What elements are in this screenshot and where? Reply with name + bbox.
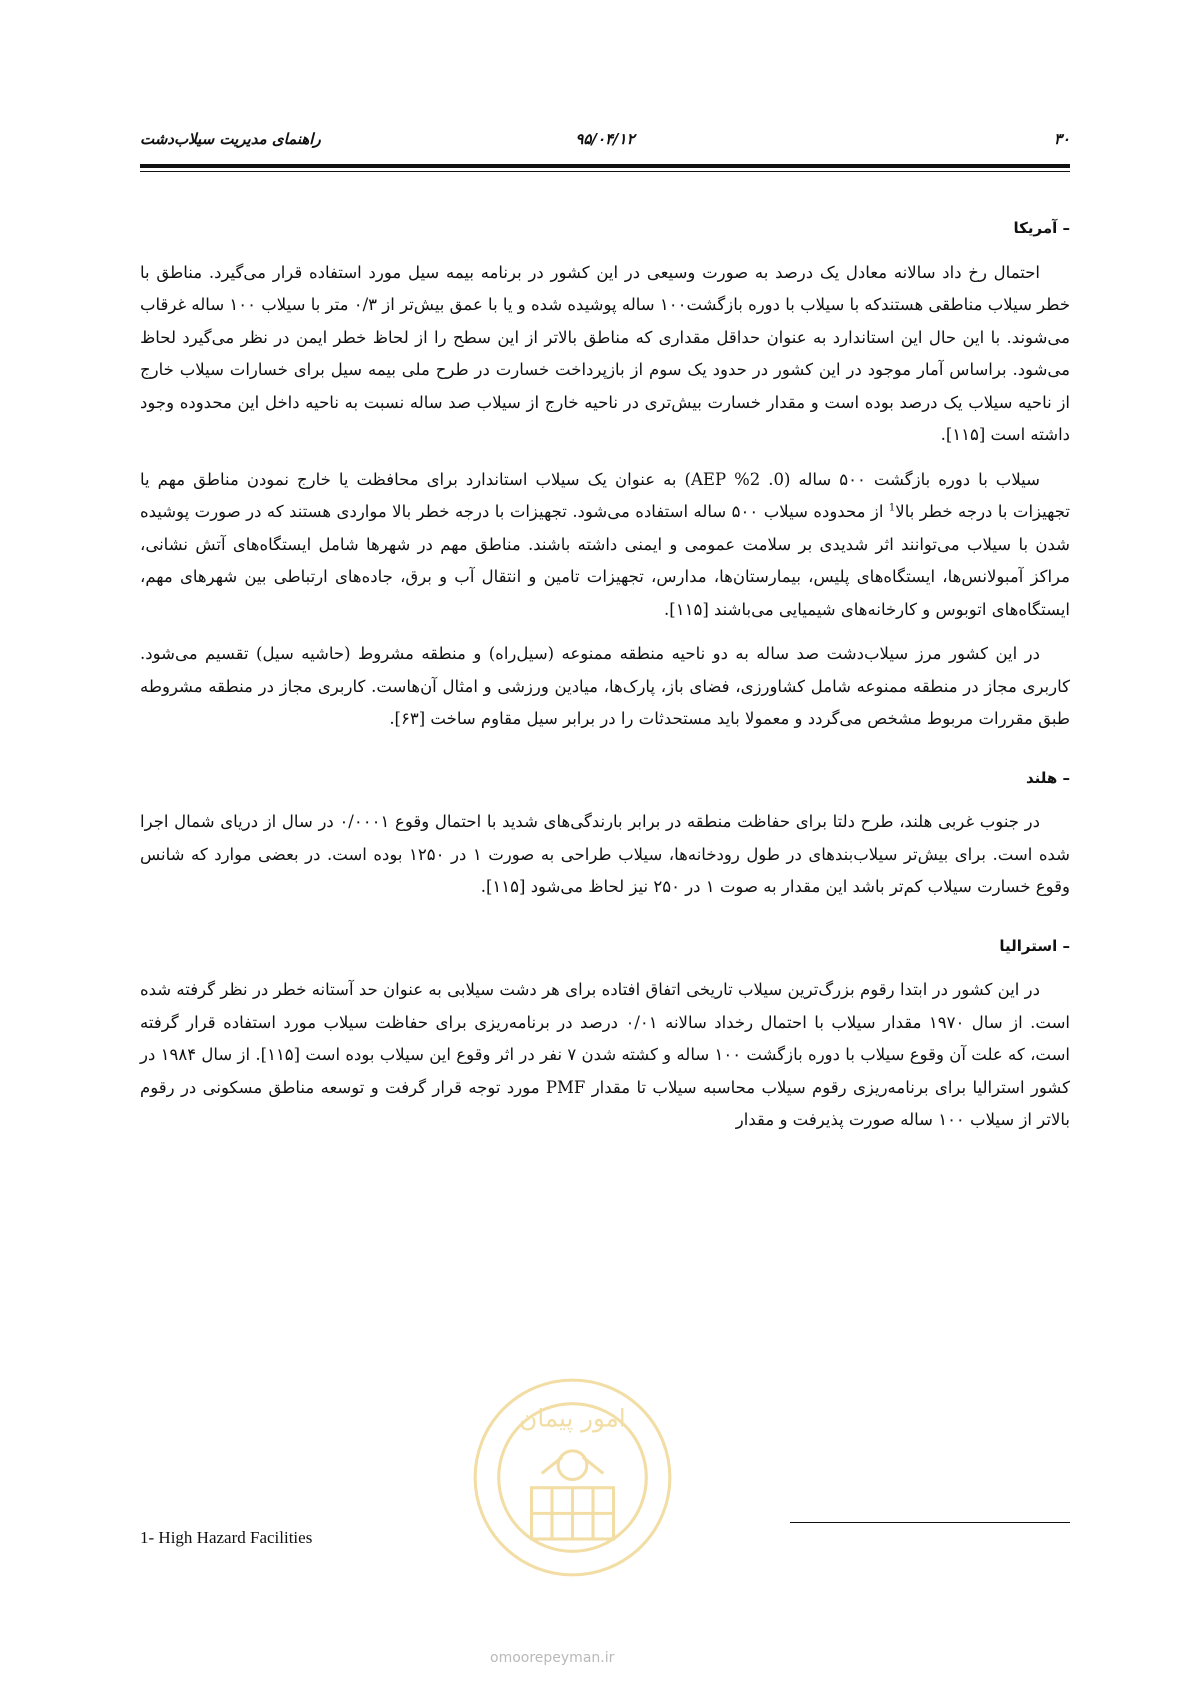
section-heading: – هلند xyxy=(1025,768,1070,787)
book-title: راهنمای مدیریت سیلاب‌دشت xyxy=(140,130,321,148)
footnote-marker: 1 xyxy=(888,502,896,514)
paragraph xyxy=(140,464,1070,627)
header-rule-thick xyxy=(140,164,1070,168)
watermark-site: omoorepeyman.ir xyxy=(490,1650,615,1666)
paragraph: در این کشور در ابتدا رقوم بزرگ‌ترین سیلاب تاریخی اتفاق افتاده برای هر دشت سیلابی به عنوان حد آستانه خطر در نظر گرفته شده است. از سال ۱۹۷۰ مقدار سیلاب با احتمال رخداد سالانه ۰/۰۱ درصد در برنامه‌ریزی برای حفاظت سیلاب مورد استفاده قرار گرفته است، که علت آن وقوع سیلاب با دوره بازگشت ۱۰۰ ساله و کشته شدن ۷ نفر در اثر وقوع این سیلاب بوده است [۱۱۵]. از سال ۱۹۸۴ در کشور استرالیا برای برنامه‌ریزی رقوم سیلاب محاسبه سیلاب تا مقدار PMF مورد توجه قرار گرفت و توسعه مناطق مسکونی در رقوم بالاتر از سیلاب ۱۰۰ ساله صورت پذیرفت و مقدار xyxy=(140,980,1071,1129)
paragraph-part: سیلاب با دوره بازگشت ۵۰۰ ساله (AEP %2 .0) به عنوان یک سیلاب استاندارد برای محافظت یا خارج نمودن مناطق مهم یا تجهیزات با درجه خطر بالا xyxy=(140,469,1070,521)
paragraph-part: از محدوده سیلاب ۵۰۰ ساله استفاده می‌شود. تجهیزات با درجه خطر بالا مواردی هستند که در صورت پوشیده شدن با سیلاب می‌توانند اثر شدیدی بر سلامت عمومی و ایمنی داشته باشند. مناطق مهم در شهرها شامل ایستگاه‌های آتش نشانی، مراکز آمبولانس‌ها، ایستگاه‌های پلیس، بیمارستان‌ها، مدارس، تجهیزات تامین و انتقال آب و برق، جاده‌های ارتباطی بین شهرهای مهم، ایستگاه‌های اتوبوس و کارخانه‌های شیمیایی می‌باشند [۱۱۵]. xyxy=(140,502,1070,619)
section-usa xyxy=(140,212,1070,736)
watermark-logo xyxy=(470,1375,675,1580)
paragraph: در جنوب غربی هلند، طرح دلتا برای حفاظت منطقه در برابر بارندگی‌های شدید با احتمال وقوع ۰/۰۰۰۱ در سال از دریای شمال اجرا شده است. برای بیش‌تر سیلاب‌بندهای در طول رودخانه‌ها، سیلاب طراحی به صورت ۱ در ۱۲۵۰ بوده است. در بعضی موارد که شانس وقوع خسارت سیلاب کم‌تر باشد این مقدار به صوت ۱ در ۲۵۰ نیز لحاظ می‌شود [۱۱۵]. xyxy=(140,812,1070,896)
body-text xyxy=(140,212,1070,1149)
footnote: 1- High Hazard Facilities xyxy=(140,1528,313,1547)
watermark-logo-text: امور پیمان xyxy=(519,1403,626,1433)
section-heading: – استرالیا xyxy=(999,936,1070,955)
section-australia xyxy=(140,930,1070,1137)
page-header xyxy=(140,130,1070,164)
header-date: ۹۵/۰۴/۱۲ xyxy=(575,130,635,148)
section-heading: – آمریکا xyxy=(1013,219,1070,237)
section-netherlands xyxy=(140,762,1070,904)
footnote-rule xyxy=(790,1522,1070,1523)
header-rule-thin xyxy=(140,171,1070,172)
page-number: ۳۰ xyxy=(1053,130,1070,148)
paragraph: احتمال رخ داد سالانه معادل یک درصد به صورت وسیعی در این کشور در برنامه بیمه سیل مورد استفاده قرار می‌گیرد. مناطق با خطر سیلاب مناطقی هستندکه با سیلاب با دوره بازگشت۱۰۰ ساله پوشیده شده و یا با عمق بیش‌تر از ۰/۳ متر با سیلاب ۱۰۰ ساله غرقاب می‌شوند. با این حال این استاندارد به عنوان حداقل مقداری که مناطق بالاتر از این سطح را از لحاظ خطر ایمن در نظر می‌گیرد لحاظ می‌شود. براساس آمار موجود در این کشور در حدود یک سوم از بازپرداخت خسارت در طرح ملی بیمه سیل برای خسارات سیلاب خارج از ناحیه سیلاب یک درصد بوده است و مقدار خسارت بیش‌تری در ناحیه خارج از سیلاب صد ساله نسبت به ناحیه داخل این محدوده وجود داشته است [۱۱۵]. xyxy=(140,262,1071,444)
paragraph: در این کشور مرز سیلاب‌دشت صد ساله به دو ناحیه منطقه ممنوعه (سیل‌راه) و منطقه مشروط (حاشیه سیل) تقسیم می‌شود. کاربری مجاز در منطقه ممنوعه شامل کشاورزی، فضای باز، پارک‌ها، میادین ورزشی و امثال آن‌هاست. کاربری مجاز در منطقه مشروطه طبق مقررات مربوط مشخص می‌گردد و معمولا باید مستحدثات را در برابر سیل مقاوم ساخت [۶۳]. xyxy=(140,644,1070,728)
